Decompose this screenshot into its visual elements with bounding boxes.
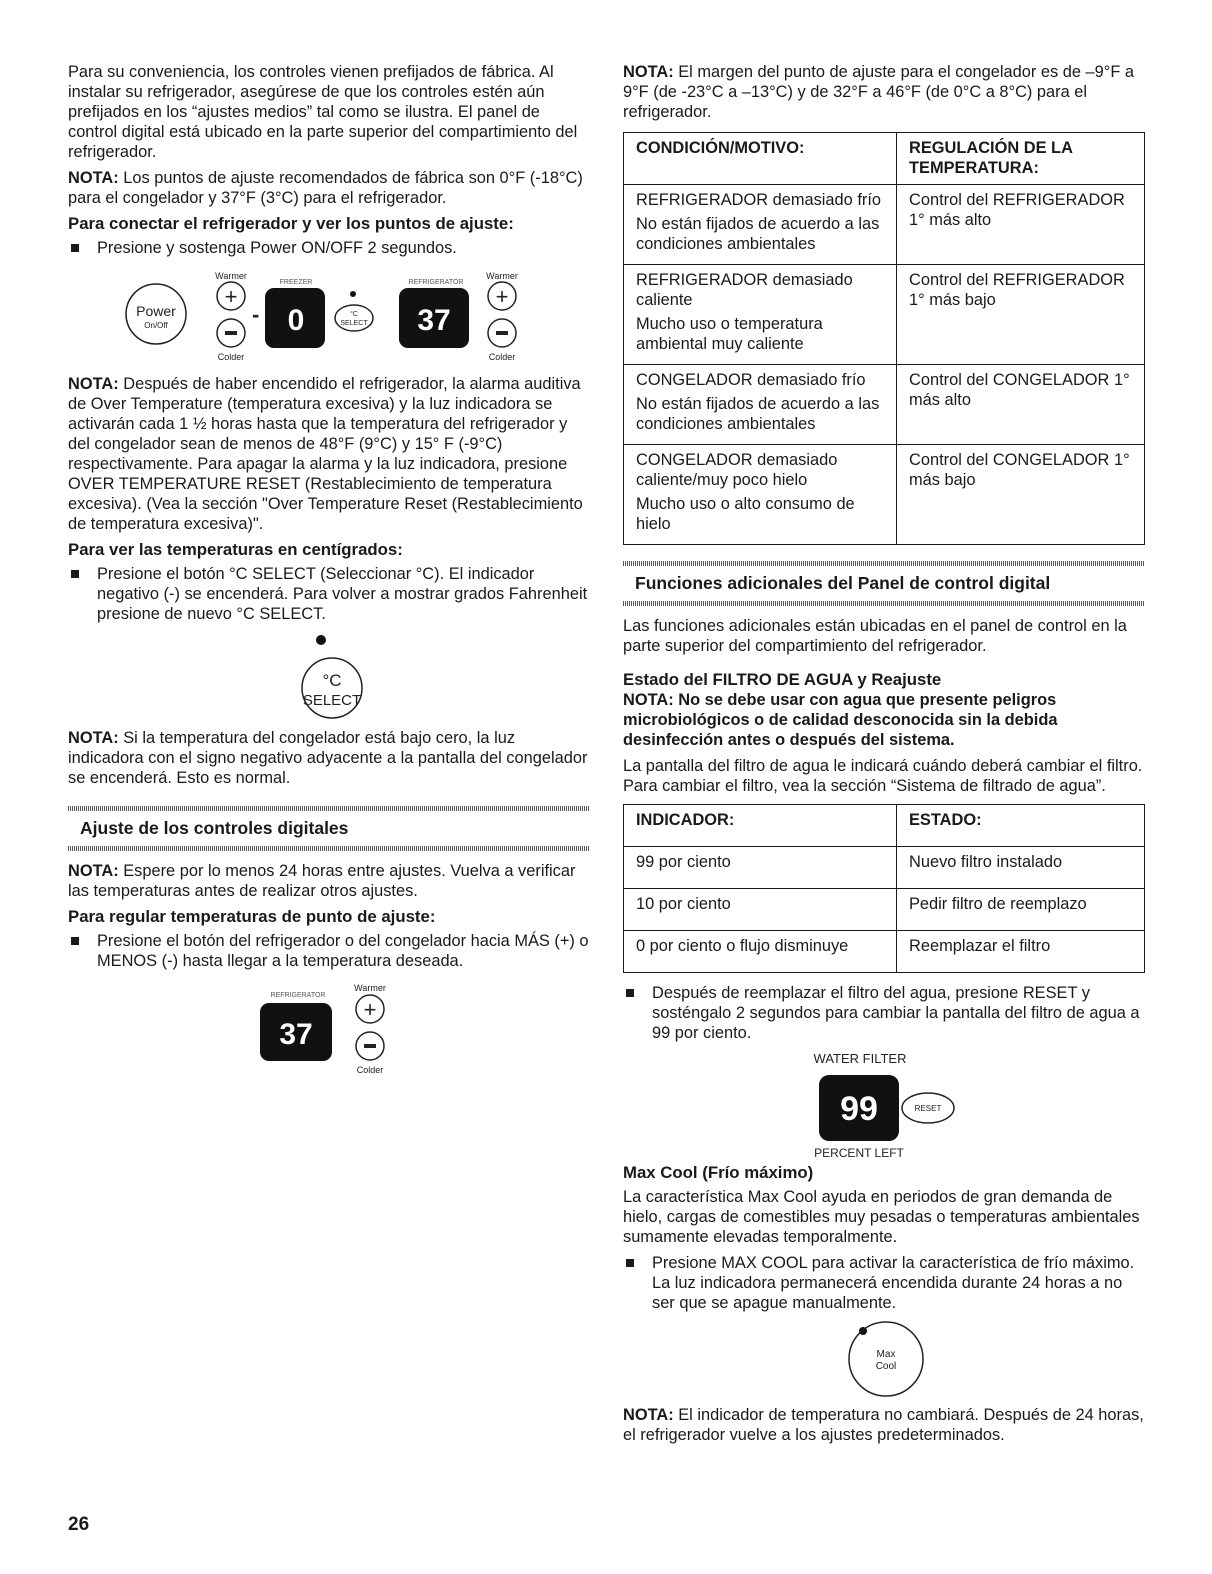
freezer-label: FREEZER: [279, 279, 313, 286]
table-header-condition: CONDICIÓN/MOTIVO:: [624, 133, 897, 185]
table-header-regulation: REGULACIÓN DE LA TEMPERATURA:: [897, 133, 1145, 185]
functions-intro: Las funciones adicionales están ubicadas en el panel de control en la parte superior del compartimiento del refrigerador.: [623, 617, 1127, 655]
table-row: [624, 365, 1145, 445]
fridge-label: REFRIGERATOR: [270, 992, 326, 999]
max-label: Max: [876, 1349, 896, 1360]
table-row: [624, 889, 1145, 931]
minus-icon: [225, 331, 237, 335]
note-negative-sign: NOTA: Si la temperatura del congelador está bajo cero, la luz indicadora con el signo negativo adyacente a la pantalla del congelador se encenderá. Esto es normal.: [68, 729, 588, 787]
c-select-c-label: °C: [350, 311, 358, 318]
bullet-reset: Después de reemplazar el filtro del agua, presione RESET y sosténgalo 2 segundos para cambiar la pantalla del filtro de agua a 99 por ciento.: [623, 983, 1145, 1043]
indicator-cell: 0 por ciento o flujo disminuye: [624, 931, 897, 973]
table-row: [624, 265, 1145, 365]
heading-connect: Para conectar el refrigerador y ver los puntos de ajuste:: [68, 214, 514, 233]
action-cell: Control del REFRIGERADOR 1° más bajo: [897, 265, 1145, 365]
section-divider-top: [68, 806, 590, 811]
reason-cell: No están fijados de acuerdo a las condiciones ambientales: [636, 215, 880, 253]
reason-cell: Mucho uso o alto consumo de hielo: [636, 495, 855, 533]
intro-paragraph: Para su conveniencia, los controles vienen prefijados de fábrica. Al instalar su refrigerador, asegúrese de que los controles estén aún prefijados en los “ajustes medios” tal como se ilustra. El panel de control digital está ubicado en la parte superior del compartimiento del refrigerador.: [68, 63, 578, 161]
bullet-celsius: Presione el botón °C SELECT (Seleccionar °C). El indicador negativo (-) se encenderá. Para volver a mostrar grados Fahrenheit presione de nuevo °C SELECT.: [68, 564, 590, 624]
note-wait-24h: NOTA: Espere por lo menos 24 horas entre ajustes. Vuelva a verificar las temperaturas antes de realizar otros ajustes.: [68, 862, 576, 900]
reset-label: RESET: [914, 1104, 942, 1113]
table-row: [624, 847, 1145, 889]
heading-regulate: Para regular temperaturas de punto de ajuste:: [68, 907, 436, 926]
fridge-control-diagram: [68, 977, 590, 1077]
freezer-colder-label: Colder: [217, 352, 245, 362]
warmer-label: Warmer: [354, 983, 386, 993]
table-header-row: [624, 133, 1145, 185]
maxcool-text: La característica Max Cool ayuda en periodos de gran demanda de hielo, cargas de comestibles muy pesadas o temperaturas ambientales sumamente elevadas temporalmente.: [623, 1188, 1140, 1246]
filter-warning: NOTA: No se debe usar con agua que presente peligros microbiológicos o de calidad desconocida sin la debida desinfección antes o después del sistema.: [623, 691, 1058, 749]
water-filter-display-value: 99: [840, 1090, 878, 1128]
minus-icon: [496, 331, 508, 335]
section-title-functions: Funciones adicionales del Panel de control digital: [635, 573, 1051, 593]
filter-text: La pantalla del filtro de agua le indicará cuándo deberá cambiar el filtro. Para cambiar el filtro, vea la sección “Sistema de filtrado de agua”.: [623, 757, 1143, 795]
control-panel-diagram: [68, 264, 590, 366]
water-filter-diagram: [623, 1049, 1145, 1161]
max-cool-diagram: [623, 1319, 1145, 1399]
status-cell: Pedir filtro de reemplazo: [897, 889, 1145, 931]
cool-label: Cool: [875, 1361, 897, 1372]
condition-cell: CONGELADOR demasiado frío: [636, 371, 866, 389]
plus-icon: +: [495, 284, 509, 309]
note-final: NOTA: El indicador de temperatura no cambiará. Después de 24 horas, el refrigerador vuelve a los ajustes predeterminados.: [623, 1406, 1144, 1444]
plus-icon: +: [363, 997, 377, 1022]
note-setpoint-range: NOTA: El margen del punto de ajuste para el congelador es de –9°F a 9°F (de -23°C a –13°C) y de 32°F a 46°F (de 0°C a 8°C) para el refrigerador.: [623, 63, 1135, 121]
heading-maxcool: Max Cool (Frío máximo): [623, 1163, 814, 1182]
action-cell: Control del CONGELADOR 1° más alto: [897, 365, 1145, 445]
table-row: [624, 445, 1145, 545]
fridge-display-value: 37: [279, 1018, 313, 1051]
table-header-indicator: INDICADOR:: [624, 805, 897, 847]
percent-left-label: PERCENT LEFT: [814, 1146, 904, 1160]
table-header-status: ESTADO:: [897, 805, 1145, 847]
left-column: [68, 62, 590, 1077]
action-cell: Control del CONGELADOR 1° más bajo: [897, 445, 1145, 545]
fridge-label: REFRIGERATOR: [408, 279, 464, 286]
action-cell: Control del REFRIGERADOR 1° más alto: [897, 185, 1145, 265]
bullet-regulate: Presione el botón del refrigerador o del congelador hacia MÁS (+) o MENOS (-) hasta llegar a la temperatura deseada.: [68, 931, 590, 971]
fridge-colder-label: Colder: [488, 352, 516, 362]
power-label: Power: [136, 303, 176, 319]
note-over-temperature: NOTA: Después de haber encendido el refrigerador, la alarma auditiva de Over Temperature (temperatura excesiva) y la luz indicadora se activarán cada 1 ½ horas hasta que la temperatura del refrigerador y del congelador sean de menos de 48°F (9°C) y 15° F (-9°C) respectivamente. Para apagar la alarma y la luz indicadora, presione OVER TEMPERATURE RESET (Restablecimiento de temperatura excesiva). (Vea la sección "Over Temperature Reset (Restablecimiento de temperatura excesiva)".: [68, 375, 583, 533]
led-dot: [316, 635, 326, 645]
negative-indicator: -: [252, 302, 260, 327]
reason-cell: Mucho uso o temperatura ambiental muy caliente: [636, 315, 823, 353]
water-filter-label: WATER FILTER: [813, 1051, 907, 1066]
note-default-setpoints: NOTA: Los puntos de ajuste recomendados de fábrica son 0°F (-18°C) para el congelador y 37°F (3°C) para el refrigerador.: [68, 169, 583, 207]
status-cell: Reemplazar el filtro: [897, 931, 1145, 973]
condition-cell: CONGELADOR demasiado caliente/muy poco hielo: [636, 451, 838, 489]
bullet-maxcool: Presione MAX COOL para activar la característica de frío máximo. La luz indicadora permanecerá encendida durante 24 horas a no ser que se apague manualmente.: [623, 1253, 1145, 1313]
table-row: [624, 185, 1145, 265]
condition-cell: REFRIGERADOR demasiado frío: [636, 191, 882, 209]
onoff-label: On/Off: [144, 321, 168, 330]
colder-label: Colder: [356, 1065, 384, 1075]
condition-cell: REFRIGERADOR demasiado caliente: [636, 271, 853, 309]
c-select-button[interactable]: [335, 305, 373, 331]
freezer-display-value: 0: [287, 304, 305, 337]
fridge-display-value: 37: [417, 304, 451, 337]
led-dot: [350, 291, 356, 297]
table-header-row: [624, 805, 1145, 847]
c-select-large-label: SELECT: [302, 692, 362, 709]
c-select-label: SELECT: [340, 320, 368, 327]
filter-table: [623, 804, 1145, 973]
freezer-warmer-label: Warmer: [215, 271, 247, 281]
plus-icon: +: [224, 284, 238, 309]
c-select-large-c: °C: [322, 671, 342, 690]
indicator-cell: 99 por ciento: [624, 847, 897, 889]
minus-icon: [364, 1044, 376, 1048]
section-divider-top: [623, 561, 1145, 566]
c-select-diagram: [68, 630, 590, 722]
reason-cell: No están fijados de acuerdo a las condiciones ambientales: [636, 395, 880, 433]
section-title-adjust: Ajuste de los controles digitales: [80, 818, 349, 838]
status-cell: Nuevo filtro instalado: [897, 847, 1145, 889]
indicator-cell: 10 por ciento: [624, 889, 897, 931]
fridge-warmer-label: Warmer: [486, 271, 518, 281]
heading-celsius: Para ver las temperaturas en centígrados:: [68, 540, 403, 559]
right-column: [623, 62, 1145, 1451]
heading-filter: Estado del FILTRO DE AGUA y Reajuste: [623, 670, 942, 689]
table-row: [624, 931, 1145, 973]
bullet-connect: Presione y sostenga Power ON/OFF 2 segundos.: [68, 238, 590, 258]
page-number: 26: [68, 1514, 90, 1535]
condition-table: [623, 132, 1145, 545]
